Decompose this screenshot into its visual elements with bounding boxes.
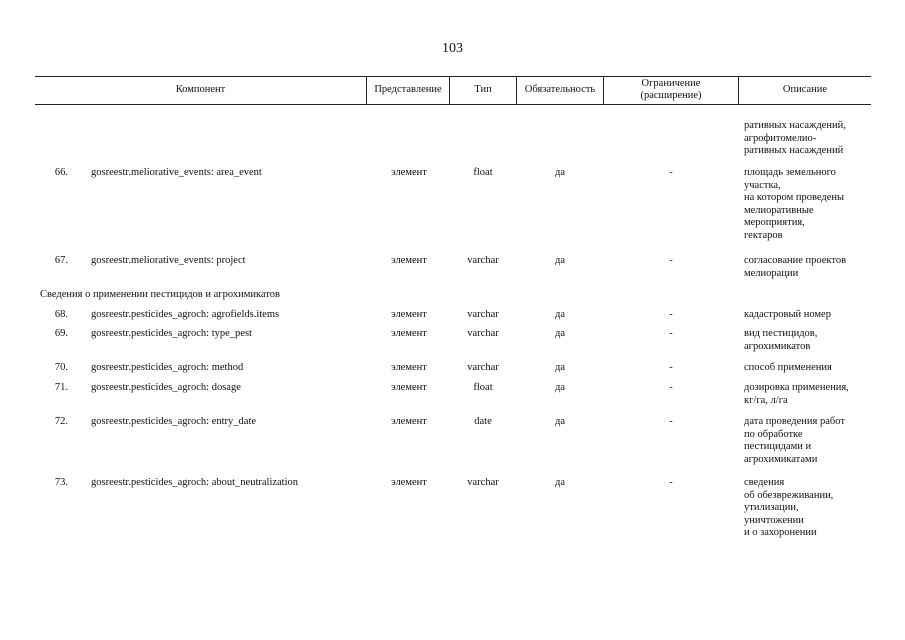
- row-representation: элемент: [391, 382, 427, 393]
- row-number: 67.: [54, 255, 68, 266]
- continuation-description: ративных насаждений, агрофитомелио- ративных насаждений: [744, 120, 846, 156]
- row-number: 72.: [54, 416, 68, 427]
- row-type: date: [474, 416, 492, 427]
- row-number: 68.: [54, 309, 68, 320]
- section-title: Сведения о применении пестицидов и агрохимикатов: [40, 289, 280, 300]
- row-component: gosreestr.pesticides_agroch: dosage: [91, 382, 241, 393]
- row-number: 69.: [54, 328, 68, 339]
- row-constraint: -: [669, 328, 673, 339]
- row-type: varchar: [467, 362, 499, 373]
- row-constraint: -: [669, 309, 673, 320]
- row-representation: элемент: [391, 328, 427, 339]
- row-number: 66.: [54, 167, 68, 178]
- row-required: да: [554, 328, 565, 339]
- row-required: да: [554, 255, 565, 266]
- row-component: gosreestr.pesticides_agroch: entry_date: [91, 416, 257, 427]
- row-number: 70.: [54, 362, 68, 373]
- row-description: площадь земельного участка, на котором проведены мелиоративные мероприятия, гектаров: [744, 167, 845, 241]
- row-constraint: -: [669, 362, 673, 373]
- row-representation: элемент: [391, 167, 427, 178]
- row-description: способ применения: [744, 362, 832, 373]
- row-representation: элемент: [391, 477, 427, 488]
- row-constraint: -: [669, 382, 673, 393]
- row-required: да: [554, 477, 565, 488]
- row-constraint: -: [669, 167, 673, 178]
- row-representation: элемент: [391, 362, 427, 373]
- row-component: gosreestr.pesticides_agroch: agrofields.items: [91, 309, 280, 320]
- row-component: gosreestr.pesticides_agroch: about_neutralization: [91, 477, 299, 488]
- header-type: Тип: [474, 84, 492, 95]
- row-description: дозировка применения, кг/га, л/га: [744, 382, 849, 406]
- header-bottom-rule: [35, 104, 871, 105]
- row-description: сведения об обезвреживании, утилизации, уничтожении и о захоронении: [744, 477, 834, 538]
- row-type: float: [473, 167, 493, 178]
- row-constraint: -: [669, 416, 673, 427]
- row-required: да: [554, 309, 565, 320]
- row-description: дата проведения работ по обработке пестицидами и агрохимикатами: [744, 416, 845, 465]
- header-representation: Представление: [374, 84, 442, 95]
- row-description: вид пестицидов, агрохимикатов: [744, 328, 818, 352]
- page-number: 103: [442, 41, 463, 56]
- row-constraint: -: [669, 477, 673, 488]
- header-component: Компонент: [175, 84, 226, 95]
- row-required: да: [554, 416, 565, 427]
- row-number: 71.: [54, 382, 68, 393]
- row-type: varchar: [467, 328, 499, 339]
- row-component: gosreestr.pesticides_agroch: type_pest: [91, 328, 252, 339]
- row-required: да: [554, 362, 565, 373]
- row-representation: элемент: [391, 255, 427, 266]
- row-component: gosreestr.meliorative_events: project: [91, 255, 246, 266]
- row-description: согласование проектов мелиорации: [744, 255, 847, 279]
- header-constraint: Ограничение (расширение): [640, 78, 702, 101]
- row-representation: элемент: [391, 309, 427, 320]
- row-required: да: [554, 382, 565, 393]
- row-representation: элемент: [391, 416, 427, 427]
- row-required: да: [554, 167, 565, 178]
- row-component: gosreestr.meliorative_events: area_event: [91, 167, 262, 178]
- row-number: 73.: [54, 477, 68, 488]
- row-type: varchar: [467, 255, 499, 266]
- row-constraint: -: [669, 255, 673, 266]
- row-type: varchar: [467, 477, 499, 488]
- row-type: float: [473, 382, 493, 393]
- row-type: varchar: [467, 309, 499, 320]
- header-required: Обязательность: [524, 84, 596, 95]
- row-component: gosreestr.pesticides_agroch: method: [91, 362, 244, 373]
- header-description: Описание: [782, 84, 828, 95]
- row-description: кадастровый номер: [744, 309, 831, 320]
